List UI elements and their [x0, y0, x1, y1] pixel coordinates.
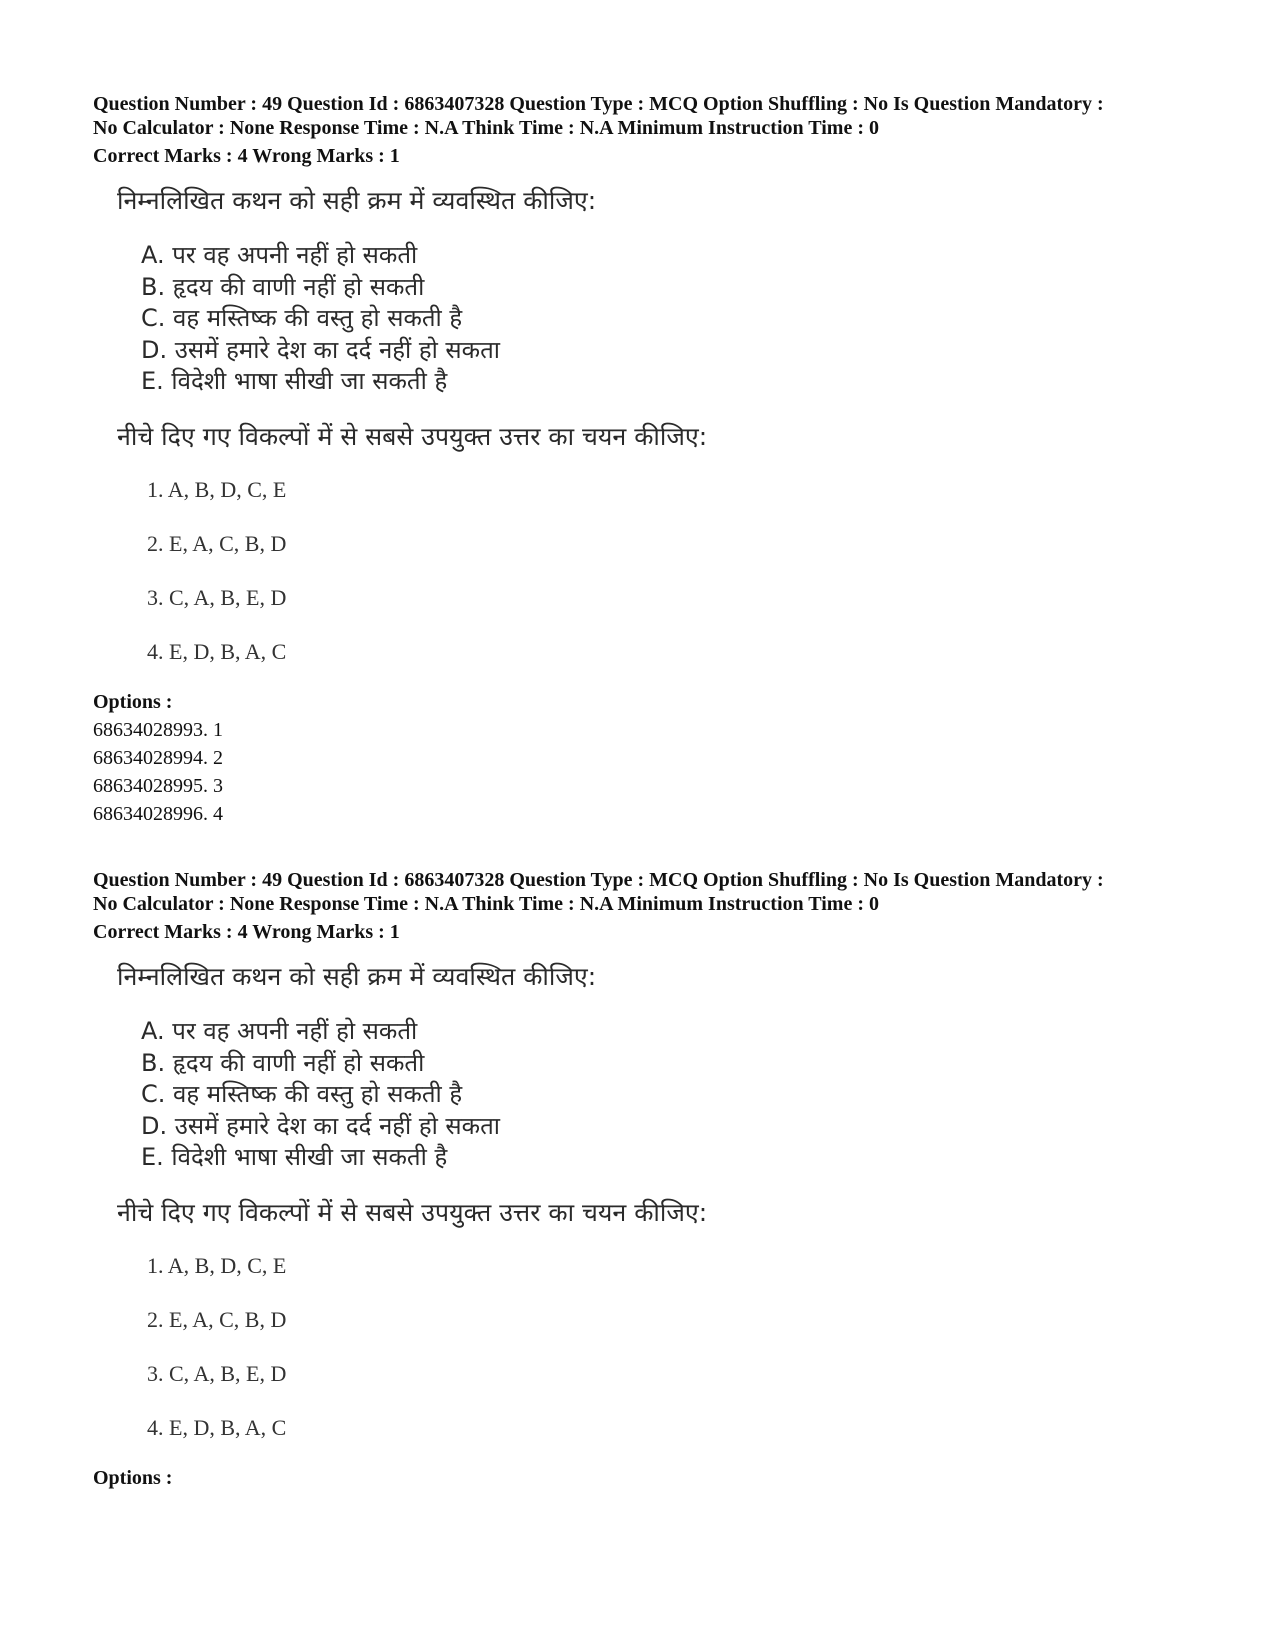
question-prompt: नीचे दिए गए विकल्पों में से सबसे उपयुक्त उत्तर का चयन कीजिए:: [117, 1197, 708, 1227]
question-meta-line-2: No Calculator : None Response Time : N.A Think Time : N.A Minimum Instruction Time : 0: [93, 117, 879, 139]
statement-e: E. विदेशी भाषा सीखी जा सकती है: [141, 367, 448, 395]
question-marks: Correct Marks : 4 Wrong Marks : 1: [93, 921, 400, 943]
option-id-4: 68634028996. 4: [93, 803, 223, 825]
statement-e: E. विदेशी भाषा सीखी जा सकती है: [141, 1143, 448, 1171]
statement-c: C. वह मस्तिष्क की वस्तु हो सकती है: [141, 304, 463, 332]
question-block-2: [93, 868, 1193, 1468]
option-id-2: 68634028994. 2: [93, 747, 223, 769]
choice-2: 2. E, A, C, B, D: [147, 1306, 287, 1332]
question-block-1: [93, 92, 1193, 692]
option-id-3: 68634028995. 3: [93, 775, 223, 797]
option-id-1: 68634028993. 1: [93, 719, 223, 741]
choice-4: 4. E, D, B, A, C: [147, 1414, 287, 1440]
choice-3: 3. C, A, B, E, D: [147, 1360, 287, 1386]
statement-b: B. हृदय की वाणी नहीं हो सकती: [141, 1048, 425, 1077]
statement-list: [141, 1016, 1193, 1174]
option-id-list: [93, 716, 1193, 828]
question-prompt: नीचे दिए गए विकल्पों में से सबसे उपयुक्त उत्तर का चयन कीजिए:: [117, 421, 708, 451]
question-instruction: निम्नलिखित कथन को सही क्रम में व्यवस्थित कीजिए:: [117, 186, 597, 215]
question-meta-line-1: Question Number : 49 Question Id : 6863407328 Question Type : MCQ Option Shuffling : No Is Question Mandatory :: [93, 93, 1104, 115]
question-marks: Correct Marks : 4 Wrong Marks : 1: [93, 145, 400, 167]
options-heading: Options :: [93, 691, 173, 713]
question-body: [117, 962, 1193, 1468]
statement-c: C. वह मस्तिष्क की वस्तु हो सकती है: [141, 1080, 463, 1108]
question-instruction: निम्नलिखित कथन को सही क्रम में व्यवस्थित कीजिए:: [117, 962, 597, 991]
statement-a: A. पर वह अपनी नहीं हो सकती: [141, 241, 418, 269]
options-heading: Options :: [93, 1467, 173, 1489]
statement-list: [141, 240, 1193, 398]
question-meta-line-1: Question Number : 49 Question Id : 6863407328 Question Type : MCQ Option Shuffling : No Is Question Mandatory :: [93, 869, 1104, 891]
choice-list: [147, 1252, 1193, 1468]
question-meta-line-2: No Calculator : None Response Time : N.A Think Time : N.A Minimum Instruction Time : 0: [93, 893, 879, 915]
choice-4: 4. E, D, B, A, C: [147, 638, 287, 664]
choice-1: 1. A, B, D, C, E: [147, 476, 287, 502]
statement-a: A. पर वह अपनी नहीं हो सकती: [141, 1017, 418, 1045]
choice-1: 1. A, B, D, C, E: [147, 1252, 287, 1278]
statement-b: B. हृदय की वाणी नहीं हो सकती: [141, 272, 425, 301]
statement-d: D. उसमें हमारे देश का दर्द नहीं हो सकता: [141, 335, 500, 364]
question-body: [117, 186, 1193, 692]
statement-d: D. उसमें हमारे देश का दर्द नहीं हो सकता: [141, 1111, 500, 1140]
choice-3: 3. C, A, B, E, D: [147, 584, 287, 610]
choice-2: 2. E, A, C, B, D: [147, 530, 287, 556]
choice-list: [147, 476, 1193, 692]
